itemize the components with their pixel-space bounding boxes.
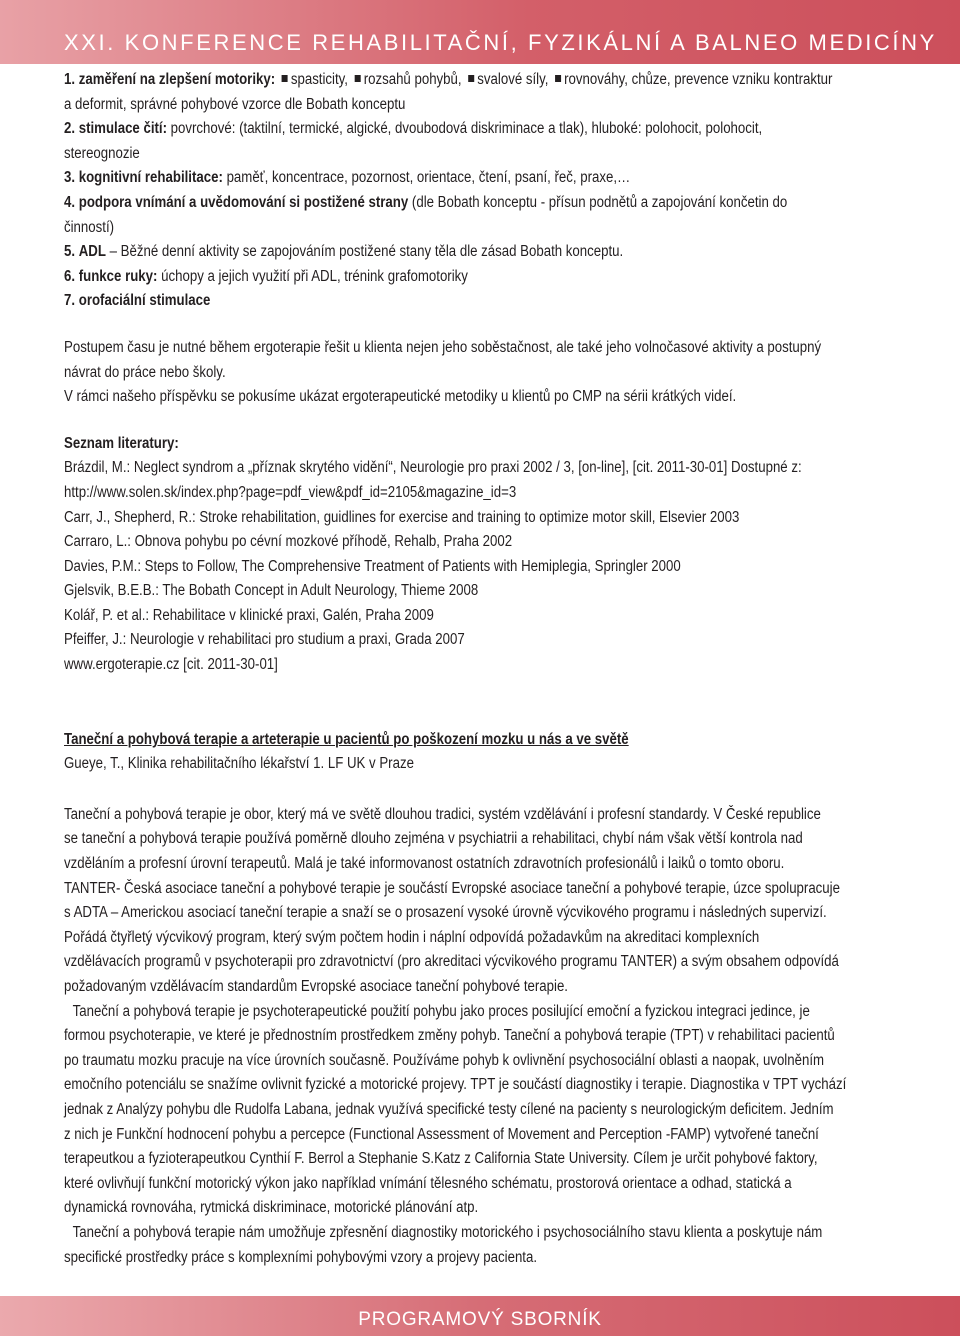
bullet-square-icon	[468, 75, 474, 82]
list-item-7: 7. orofaciální stimulace	[64, 292, 211, 310]
reference-item: Carraro, L.: Obnova pohybu po cévní mozkové příhodě, Rehalb, Praha 2002	[64, 533, 513, 551]
conclusion-paragraph: Postupem času je nutné během ergoterapie řešit u klienta nejen jeho soběstačnost, ale také jeho volnočasové aktivity a postupný návrat do práce nebo školy. V rámci našeho příspěvku se pokusíme ukázat ergoterapeutické metodiky u klientů po CMP na sérii krátkých videí.	[64, 338, 822, 406]
reference-item: Carr, J., Shepherd, R.: Stroke rehabilitation, guidlines for exercise and training to optimize motor skill, Elsevier 2003	[64, 508, 740, 526]
bullet-square-icon	[281, 75, 287, 82]
list-item-6: 6. funkce ruky: úchopy a jejich využití při ADL, trénink grafomotoriky	[64, 267, 468, 285]
page-content	[64, 68, 847, 1270]
bullet-square-icon	[555, 75, 561, 82]
list-item-2: 2. stimulace čití: povrchové: (taktilní, termické, algické, dvoubodová diskriminace a tlak), hluboké: polohocit, polohocit, stereognozie	[64, 120, 763, 162]
reference-link[interactable]: http://www.solen.sk/index.php?page=pdf_view&pdf_id=2105&magazine_id=3	[64, 483, 517, 501]
bullet-square-icon	[354, 75, 360, 82]
page-header-band	[0, 0, 960, 64]
literature-heading: Seznam literatury:	[64, 434, 179, 452]
reference-item: Brázdil, M.: Neglect syndrom a „příznak skrytého vidění“, Neurologie pro praxi 2002 / 3, [on-line], [cit. 2011-30-01] Dostupné z:	[64, 459, 802, 477]
footer-title: PROGRAMOVÝ SBORNÍK	[358, 1309, 602, 1330]
reference-item: Pfeiffer, J.: Neurologie v rehabilitaci pro studium a praxi, Grada 2007	[64, 631, 465, 649]
list-item-3: 3. kognitivní rehabilitace: paměť, koncentrace, pozornost, orientace, čtení, psaní, řeč, praxe,…	[64, 169, 631, 187]
reference-item: Davies, P.M.: Steps to Follow, The Comprehensive Treatment of Patients with Hemiplegia, Springler 2000	[64, 557, 681, 575]
reference-link[interactable]: www.ergoterapie.cz [cit. 2011-30-01]	[64, 656, 278, 674]
list-item-1: 1. zaměření na zlepšení motoriky: spasticity, rozsahů pohybů, svalové síly, rovnováhy, chůze, prevence vzniku kontraktur a deformit, správné pohybové vzorce dle Bobath konceptu	[64, 71, 833, 113]
reference-item: Kolář, P. et al.: Rehabilitace v klinické praxi, Galén, Praha 2009	[64, 606, 434, 624]
article-section	[64, 728, 900, 1270]
page-footer-band	[0, 1296, 960, 1336]
article-paragraph-3: Taneční a pohybová terapie nám umožňuje zpřesnění diagnostiky motorického i psychosociálního stavu klienta a poskytuje nám specifické prostředky práce s komplexními pohybovými vzory a projevy pacienta.	[64, 1223, 823, 1266]
reference-item: Gjelsvik, B.E.B.: The Bobath Concept in Adult Neurology, Thieme 2008	[64, 582, 479, 600]
article-paragraph-2: Taneční a pohybová terapie je psychoterapeutické použití pohybu jako proces posilující emoční a fyzickou integraci jedince, je formou psychoterapie, ve které je přednostním prostředkem změny pohyb. Taneční a pohybová terapie (TPT) v rehabilitaci pacientů po traumatu mozku pracuje na více úrovních současně. Používáme pohyb k ovlivnění psychosociální oblasti a naopak, uvolněním emočního potenciálu se snažíme ovlivnit fyzické a motorické projevy. TPT je součástí diagnostiky i terapie. Diagnostika v TPT vychází jednak z Analýzy pohybu dle Rudolfa Labana, jednak využívá specifické testy cílené na pacienty s neurologickým deficitem. Jedním z nich je Funkční hodnocení pohybu a percepce (Functional Assessment of Movement and Perception -FAMP) vytvořené taneční terapeutkou a fyzioterapeutkou Cynthií F. Berrol a Stephanie S.Katz z California State University. Cílem je určit pohybové faktory, které ovlivňují funkční motorický výkon jako například vnímání tělesného schématu, prostorová orientace a odhad, statická a dynamická rovnováha, rytmická diskriminace, motorické plánování atp.	[64, 1002, 847, 1217]
article-title: Taneční a pohybová terapie a arteterapie u pacientů po poškození mozku u nás a ve světě	[64, 730, 629, 748]
article-authors: Gueye, T., Klinika rehabilitačního lékařství 1. LF UK v Praze	[64, 755, 414, 773]
list-item-5: 5. ADL – Běžné denní aktivity se zapojováním postižené stany těla dle zásad Bobath konceptu.	[64, 243, 624, 261]
therapy-list	[64, 68, 900, 314]
article-paragraph-1: Taneční a pohybová terapie je obor, který má ve světě dlouhou tradici, systém vzdělávání i profesní standardy. V České republice se taneční a pohybová terapie používá poměrně dlouho zejména v psychiatrii a rehabilitaci, chybí nám však větší kontrola nad vzděláním a profesní úrovní terapeutů. Malá je také informovanost ostatních zdravotních profesionálů i laiků o tomto oboru. TANTER- Česká asociace taneční a pohybové terapie je součástí Evropské asociace taneční a pohybové terapie, úzce spolupracuje s ADTA – Americkou asociací taneční terapie a snaží se o prosazení vysoké úrovně výcvikového programu i následných supervizí. Pořádá čtyřletý výcvikový program, který svým počtem hodin i náplní odpovídá požadavkům na akreditaci komplexních vzdělávacích programů v psychoterapii pro zdravotnictví (pro akreditaci výcvikového programu TANTER) a svým obsahem odpovídá požadovaným vzdělávacím standardům Evropské asociace taneční pohybové terapie.	[64, 805, 840, 995]
conference-title: XXI. KONFERENCE REHABILITAČNÍ, FYZIKÁLNÍ A BALNEO MEDICÍNY	[64, 30, 937, 55]
list-item-4: 4. podpora vnímání a uvědomování si postižené strany (dle Bobath konceptu - přísun podnětů a zapojování končetin do činností)	[64, 193, 788, 236]
literature-section	[64, 432, 900, 678]
